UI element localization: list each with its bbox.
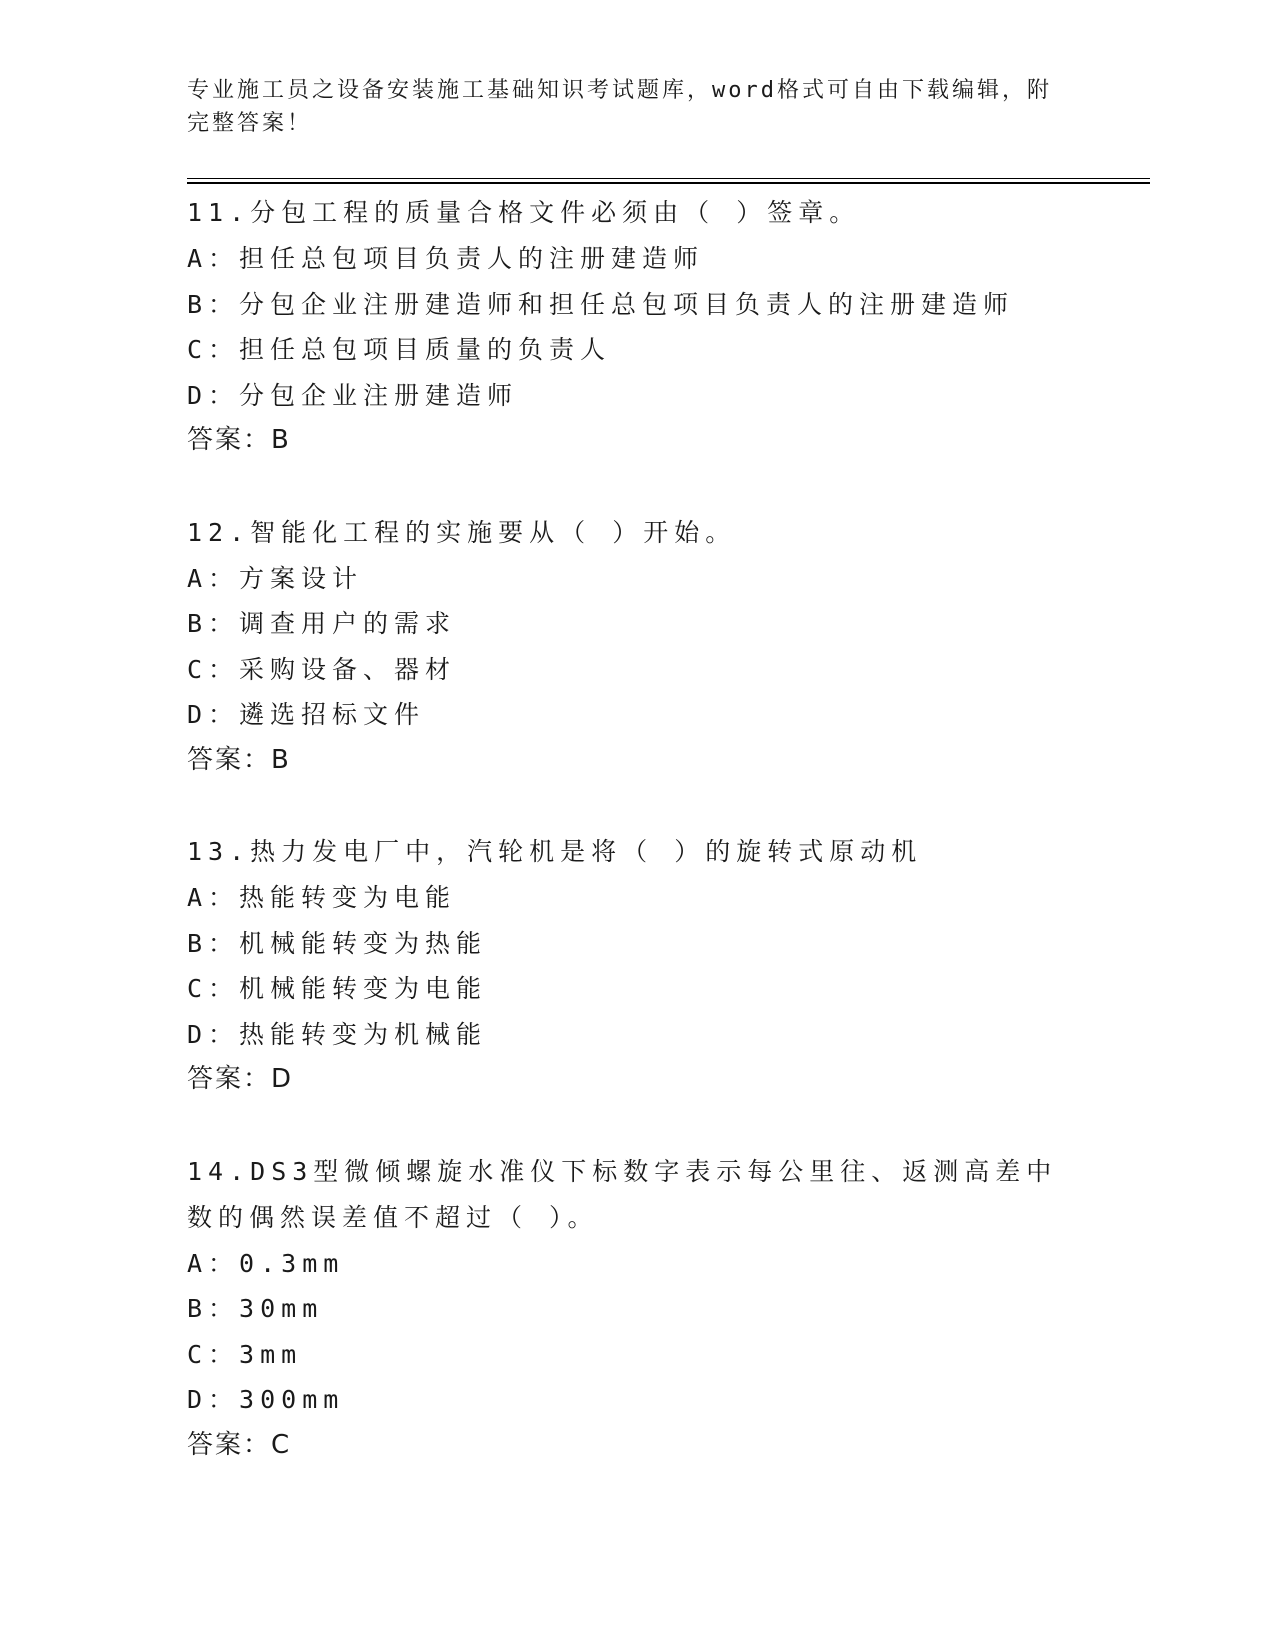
option-d: D：热能转变为机械能 [187,1019,488,1049]
option-a: A：方案设计 [187,563,364,593]
option-d: D：300mm [187,1385,345,1414]
answer: 答案：B [187,744,291,775]
option-a: A：热能转变为电能 [187,883,457,912]
option-c: C：3mm [187,1339,303,1369]
question-stem: 14.DS3型微倾螺旋水准仪下标数字表示每公里往、返测高差中数的偶然误差值不超过（ ）。 [187,1156,1058,1232]
question-11 [187,190,1087,464]
option-d: D：分包企业注册建造师 [187,380,519,410]
answer: 答案：C [187,1429,292,1460]
option-a: A：0.3mm [187,1248,345,1278]
option-b: B：机械能转变为热能 [187,928,488,958]
question-stem: 11.分包工程的质量合格文件必须由（ ）签章。 [187,198,861,227]
option-b: B：30mm [187,1294,324,1323]
option-b: B：调查用户的需求 [187,609,457,638]
question-12 [187,510,1087,784]
document-header: 专业施工员之设备安装施工基础知识考试题库，word格式可自由下载编辑，附完整答案！ [187,78,1052,136]
question-13 [187,829,1087,1103]
question-stem: 12.智能化工程的实施要从（ ）开始。 [187,517,737,547]
question-list [187,190,1087,1514]
option-c: C：机械能转变为电能 [187,974,488,1003]
option-b: B：分包企业注册建造师和担任总包项目负责人的注册建造师 [187,289,1015,319]
header-divider-thick [187,182,1150,184]
option-a: A：担任总包项目负责人的注册建造师 [187,244,705,273]
question-14 [187,1149,1087,1469]
option-c: C：采购设备、器材 [187,654,457,684]
header-divider-thin [187,178,1150,179]
question-stem: 13.热力发电厂中，汽轮机是将（ ）的旋转式原动机 [187,837,923,866]
answer: 答案：B [187,425,291,455]
option-d: D：遴选招标文件 [187,700,426,729]
option-c: C：担任总包项目质量的负责人 [187,335,612,364]
answer: 答案：D [187,1064,294,1094]
